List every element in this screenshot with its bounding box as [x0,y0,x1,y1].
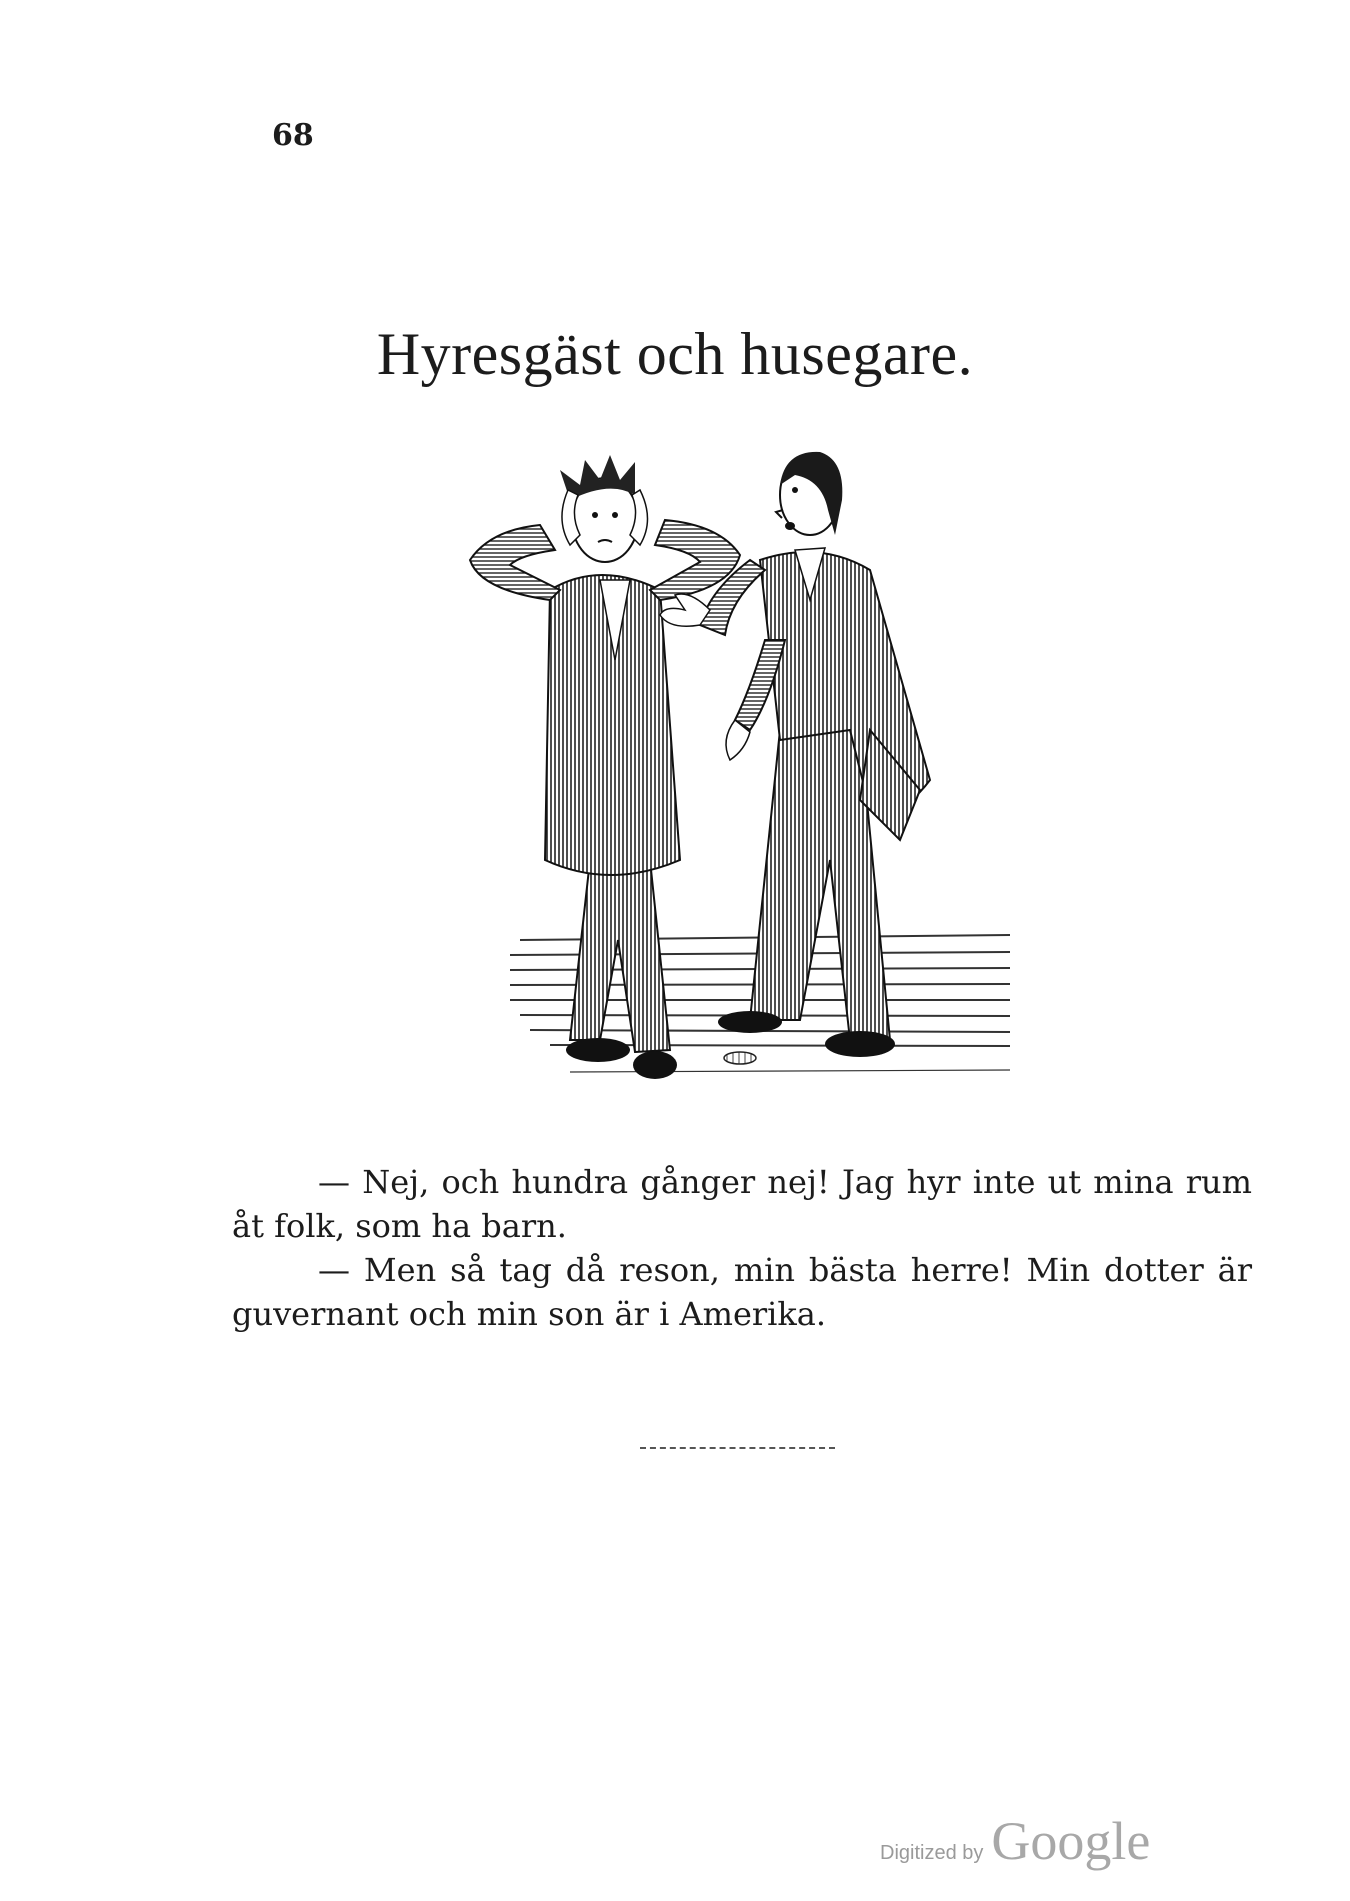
section-divider [640,1447,835,1449]
dialogue-line-1: — Nej, och hundra gånger nej! Jag hyr inte ut mina rum åt folk, som ha barn. [232,1163,1252,1245]
dialogue-line-2: — Men så tag då reson, min bästa herre! Min dotter är guvernant och min son är i Amerika. [232,1251,1252,1333]
watermark-brand: Google [991,1811,1151,1871]
ground-stone [724,1052,756,1064]
page-title: Hyresgäst och husegare. [376,321,974,387]
page-number: 68 [272,118,314,153]
watermark-prefix: Digitized by [880,1842,984,1864]
digitized-watermark [880,1810,1150,1872]
engraving-illustration [450,440,1050,1120]
dialogue-text [232,1160,1252,1336]
